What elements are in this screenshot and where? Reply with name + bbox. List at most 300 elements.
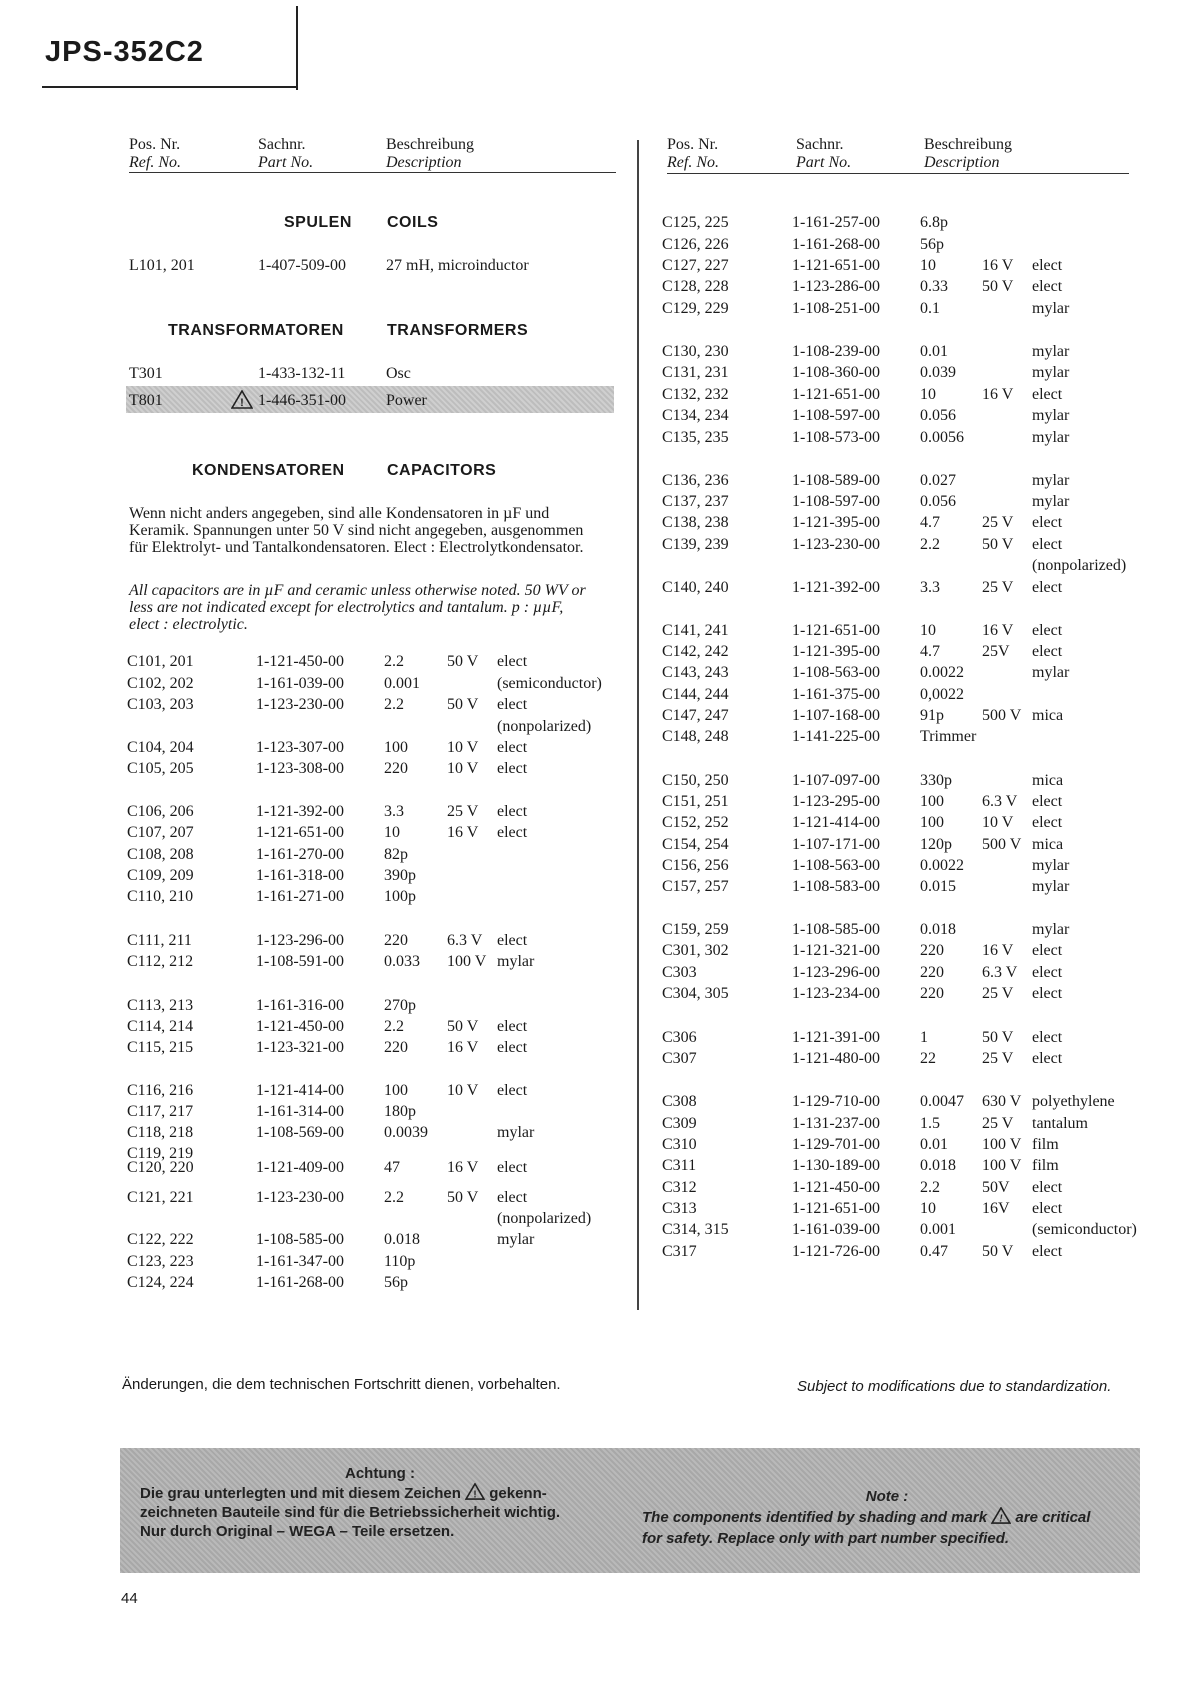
voltage: 10 V — [982, 814, 1014, 831]
part-no: 1-123-230-00 — [256, 1189, 344, 1206]
ref-no: T301 — [129, 365, 163, 382]
part-no: 1-161-268-00 — [792, 236, 880, 253]
type: mica — [1032, 707, 1064, 724]
note-de-line1b: gekenn- — [489, 1485, 547, 1502]
value: 1 — [920, 1029, 928, 1046]
part-no: 1-161-318-00 — [256, 867, 344, 884]
part-no: 1-108-597-00 — [792, 493, 880, 510]
part-no: 1-121-651-00 — [792, 257, 880, 274]
ref-no: C118, 218 — [127, 1124, 194, 1141]
voltage: 6.3 V — [982, 964, 1018, 981]
capacitor-note-en: All capacitors are in µF and ceramic unless otherwise noted. 50 WV or less are not indicated except for electrolytics and tantalum. p : µµF, elect : electrolytic. — [129, 582, 586, 633]
ref-no: C113, 213 — [127, 997, 194, 1014]
ref-no: C152, 252 — [662, 814, 729, 831]
header-part-en: Part No. — [258, 154, 314, 171]
ref-no: C115, 215 — [127, 1039, 194, 1056]
value: 220 — [384, 1039, 408, 1056]
ref-no: C157, 257 — [662, 878, 729, 895]
voltage: 10 V — [447, 1082, 479, 1099]
type: film — [1032, 1157, 1059, 1174]
voltage: 50 V — [982, 278, 1014, 295]
ref-no: C130, 230 — [662, 343, 729, 360]
value: 100 — [920, 793, 944, 810]
type: elect — [497, 803, 528, 820]
type: elect — [497, 1018, 528, 1035]
value: 0.0022 — [920, 664, 964, 681]
ref-no: C104, 204 — [127, 739, 194, 756]
type: polyethylene — [1032, 1093, 1115, 1110]
note-de-line2: zeichneten Bauteile sind für die Betriebssicherheit wichtig. — [140, 1504, 561, 1521]
type: elect — [497, 739, 528, 756]
capacitor-note-de: Wenn nicht anders angegeben, sind alle Kondensatoren in µF und Keramik. Spannungen unter 50 V sind nicht angegeben, ausgenommen für Elektrolyt- und Tantalkondensatoren. Elect : Electrolytkondensator. — [129, 505, 584, 556]
voltage: 16 V — [982, 622, 1014, 639]
voltage: 25V — [982, 643, 1010, 660]
part-no: 1-121-726-00 — [792, 1243, 880, 1260]
voltage: 50 V — [447, 696, 479, 713]
warning-triangle-icon — [465, 1483, 485, 1503]
ref-no: C128, 228 — [662, 278, 729, 295]
voltage: 25 V — [982, 1050, 1014, 1067]
voltage: 25 V — [982, 1115, 1014, 1132]
ref-no: C137, 237 — [662, 493, 729, 510]
value: 100 — [920, 814, 944, 831]
part-no: 1-123-321-00 — [256, 1039, 344, 1056]
type: (nonpolarized) — [1032, 557, 1127, 574]
ref-no: C159, 259 — [662, 921, 729, 938]
part-no: 1-108-563-00 — [792, 664, 880, 681]
type: elect — [497, 760, 528, 777]
value: 82p — [384, 846, 408, 863]
safety-note-de — [140, 1464, 620, 1541]
header-part-right — [796, 136, 851, 172]
type: elect — [1032, 793, 1063, 810]
voltage: 16 V — [447, 1159, 479, 1176]
part-no: 1-108-591-00 — [256, 953, 344, 970]
part-no: 1-108-251-00 — [792, 300, 880, 317]
part-no: 1-123-296-00 — [792, 964, 880, 981]
type: elect — [497, 1039, 528, 1056]
ref-no: C126, 226 — [662, 236, 729, 253]
column-divider — [637, 140, 639, 1310]
type: elect — [1032, 1050, 1063, 1067]
description: Osc — [386, 365, 411, 382]
value: 0.47 — [920, 1243, 948, 1260]
value: 2.2 — [384, 696, 404, 713]
header-desc-de: Beschreibung — [386, 136, 474, 153]
part-no: 1-123-230-00 — [256, 696, 344, 713]
part-no: 1-161-347-00 — [256, 1253, 344, 1270]
part-no: 1-433-132-11 — [258, 365, 346, 382]
ref-no: C312 — [662, 1179, 697, 1196]
value: 10 — [384, 824, 400, 841]
value: 91p — [920, 707, 944, 724]
part-no: 1-131-237-00 — [792, 1115, 880, 1132]
model-title: JPS-352C2 — [45, 36, 204, 68]
voltage: 6.3 V — [982, 793, 1018, 810]
value: 2.2 — [384, 653, 404, 670]
ref-no: C156, 256 — [662, 857, 729, 874]
voltage: 25 V — [447, 803, 479, 820]
note-de-line3: Nur durch Original – WEGA – Teile ersetzen. — [140, 1523, 455, 1540]
section-transformers-de: TRANSFORMATOREN — [168, 322, 344, 339]
value: 0,0022 — [920, 686, 964, 703]
part-no: 1-161-314-00 — [256, 1103, 344, 1120]
value: 0.01 — [920, 343, 948, 360]
value: 0.027 — [920, 472, 956, 489]
part-no: 1-161-375-00 — [792, 686, 880, 703]
part-no: 1-161-271-00 — [256, 888, 344, 905]
voltage: 630 V — [982, 1093, 1022, 1110]
description: Power — [386, 392, 427, 409]
ref-no: C124, 224 — [127, 1274, 194, 1291]
ref-no: C114, 214 — [127, 1018, 194, 1035]
part-no: 1-108-597-00 — [792, 407, 880, 424]
ref-no: C112, 212 — [127, 953, 194, 970]
type: mica — [1032, 836, 1064, 853]
header-rule-left — [129, 172, 616, 173]
ref-no: C103, 203 — [127, 696, 194, 713]
voltage: 50 V — [447, 653, 479, 670]
value: 2.2 — [384, 1189, 404, 1206]
voltage: 50 V — [982, 536, 1014, 553]
ref-no: C111, 211 — [127, 932, 192, 949]
part-no: 1-123-296-00 — [256, 932, 344, 949]
ref-no: C301, 302 — [662, 942, 729, 959]
type: elect — [1032, 985, 1063, 1002]
ref-no: C139, 239 — [662, 536, 729, 553]
value: 6.8p — [920, 214, 948, 231]
footer-note-de: Änderungen, die dem technischen Fortschritt dienen, vorbehalten. — [122, 1376, 561, 1393]
value: 10 — [920, 622, 936, 639]
type: film — [1032, 1136, 1059, 1153]
type: elect — [1032, 942, 1063, 959]
ref-no: C116, 216 — [127, 1082, 194, 1099]
part-no: 1-123-234-00 — [792, 985, 880, 1002]
svg-text:!: ! — [999, 1513, 1003, 1524]
header-part — [258, 136, 313, 172]
part-no: 1-161-257-00 — [792, 214, 880, 231]
section-transformers-en: TRANSFORMERS — [387, 322, 529, 339]
ref-no: T801 — [129, 392, 163, 409]
part-no: 1-108-239-00 — [792, 343, 880, 360]
ref-no: C135, 235 — [662, 429, 729, 446]
voltage: 25 V — [982, 985, 1014, 1002]
type: elect — [1032, 386, 1063, 403]
value: 220 — [920, 964, 944, 981]
value: 0.039 — [920, 364, 956, 381]
ref-no: C134, 234 — [662, 407, 729, 424]
type: elect — [1032, 579, 1063, 596]
value: 0.056 — [920, 493, 956, 510]
voltage: 50 V — [447, 1189, 479, 1206]
part-no: 1-121-651-00 — [256, 824, 344, 841]
section-capacitors-de: KONDENSATOREN — [192, 462, 345, 479]
warning-triangle-icon — [991, 1507, 1011, 1528]
value: 180p — [384, 1103, 416, 1120]
ref-no: C119, 219 — [127, 1145, 194, 1162]
value: 110p — [384, 1253, 416, 1270]
value: 2.2 — [920, 536, 940, 553]
ref-no: C314, 315 — [662, 1221, 729, 1238]
header-pos-de: Pos. Nr. — [667, 136, 719, 153]
ref-no: C101, 201 — [127, 653, 194, 670]
part-no: 1-108-573-00 — [792, 429, 880, 446]
type: elect — [1032, 514, 1063, 531]
part-no: 1-446-351-00 — [258, 392, 346, 409]
ref-no: C117, 217 — [127, 1103, 194, 1120]
value: 220 — [920, 985, 944, 1002]
type: elect — [1032, 622, 1063, 639]
type: mylar — [1032, 300, 1070, 317]
type: mylar — [1032, 857, 1070, 874]
value: 0.0047 — [920, 1093, 964, 1110]
header-desc-en: Description — [924, 154, 1000, 171]
value: 0.0056 — [920, 429, 964, 446]
ref-no: C307 — [662, 1050, 697, 1067]
header-pos-de: Pos. Nr. — [129, 136, 181, 153]
ref-no: C311 — [662, 1157, 697, 1174]
note-en-title: Note : — [865, 1488, 909, 1505]
voltage: 500 V — [982, 707, 1022, 724]
footer-note-en: Subject to modifications due to standardization. — [797, 1378, 1112, 1395]
type: mylar — [1032, 878, 1070, 895]
value: 330p — [920, 772, 952, 789]
type: mylar — [1032, 343, 1070, 360]
value: 120p — [920, 836, 952, 853]
voltage: 25 V — [982, 579, 1014, 596]
note-en-line1: The components identified by shading and mark — [642, 1509, 988, 1526]
ref-no: C105, 205 — [127, 760, 194, 777]
header-part-de: Sachnr. — [258, 136, 306, 153]
type: mylar — [1032, 493, 1070, 510]
part-no: 1-121-395-00 — [792, 514, 880, 531]
value: 4.7 — [920, 514, 940, 531]
part-no: 1-108-563-00 — [792, 857, 880, 874]
header-pos-en: Ref. No. — [667, 154, 719, 171]
part-no: 1-108-585-00 — [792, 921, 880, 938]
ref-no: C127, 227 — [662, 257, 729, 274]
type: mylar — [1032, 664, 1070, 681]
voltage: 50 V — [982, 1029, 1014, 1046]
type: mylar — [1032, 364, 1070, 381]
ref-no: C110, 210 — [127, 888, 194, 905]
value: 1.5 — [920, 1115, 940, 1132]
type: elect — [1032, 257, 1063, 274]
part-no: 1-121-414-00 — [792, 814, 880, 831]
ref-no: C147, 247 — [662, 707, 729, 724]
part-no: 1-107-097-00 — [792, 772, 880, 789]
ref-no: C141, 241 — [662, 622, 729, 639]
type: (semiconductor) — [1032, 1221, 1137, 1238]
value: 0.018 — [920, 921, 956, 938]
ref-no: C107, 207 — [127, 824, 194, 841]
type: mylar — [497, 1124, 535, 1141]
ref-no: C138, 238 — [662, 514, 729, 531]
type: (semiconductor) — [497, 675, 602, 692]
safety-shading — [126, 386, 614, 413]
part-no: 1-121-480-00 — [792, 1050, 880, 1067]
voltage: 16 V — [447, 824, 479, 841]
ref-no: C108, 208 — [127, 846, 194, 863]
voltage: 50V — [982, 1179, 1010, 1196]
header-pos-right — [667, 136, 719, 172]
note-en-line2: for safety. Replace only with part number specified. — [642, 1530, 1010, 1547]
type: elect — [497, 1159, 528, 1176]
header-desc-de: Beschreibung — [924, 136, 1012, 153]
value: 0.015 — [920, 878, 956, 895]
part-no: 1-121-409-00 — [256, 1159, 344, 1176]
value: 4.7 — [920, 643, 940, 660]
part-no: 1-161-039-00 — [792, 1221, 880, 1238]
ref-no: C123, 223 — [127, 1253, 194, 1270]
ref-no: C140, 240 — [662, 579, 729, 596]
type: elect — [1032, 1243, 1063, 1260]
ref-no: C308 — [662, 1093, 697, 1110]
ref-no: C317 — [662, 1243, 697, 1260]
part-no: 1-123-308-00 — [256, 760, 344, 777]
part-no: 1-130-189-00 — [792, 1157, 880, 1174]
warning-triangle-icon — [231, 390, 253, 415]
ref-no: C120, 220 — [127, 1159, 194, 1176]
value: 2.2 — [920, 1179, 940, 1196]
value: 0.001 — [920, 1221, 956, 1238]
part-no: 1-129-701-00 — [792, 1136, 880, 1153]
voltage: 500 V — [982, 836, 1022, 853]
value: 3.3 — [384, 803, 404, 820]
part-no: 1-123-307-00 — [256, 739, 344, 756]
value: 220 — [384, 932, 408, 949]
ref-no: C129, 229 — [662, 300, 729, 317]
ref-no: C313 — [662, 1200, 697, 1217]
ref-no: C154, 254 — [662, 836, 729, 853]
value: 0.0039 — [384, 1124, 428, 1141]
header-part-de: Sachnr. — [796, 136, 844, 153]
part-no: 1-161-316-00 — [256, 997, 344, 1014]
type: elect — [1032, 643, 1063, 660]
voltage: 10 V — [447, 760, 479, 777]
section-coils-de: SPULEN — [284, 214, 352, 231]
value: 0.056 — [920, 407, 956, 424]
ref-no: C150, 250 — [662, 772, 729, 789]
ref-no: C121, 221 — [127, 1189, 194, 1206]
part-no: 1-108-569-00 — [256, 1124, 344, 1141]
part-no: 1-121-392-00 — [792, 579, 880, 596]
part-no: 1-129-710-00 — [792, 1093, 880, 1110]
voltage: 50 V — [982, 1243, 1014, 1260]
type: elect — [1032, 964, 1063, 981]
type: elect — [497, 696, 528, 713]
value: 220 — [384, 760, 408, 777]
ref-no: L101, 201 — [129, 257, 195, 274]
value: 10 — [920, 257, 936, 274]
header-rule-right — [667, 173, 1129, 174]
svg-text:!: ! — [240, 397, 244, 409]
safety-note-en — [642, 1486, 1132, 1549]
voltage: 100 V — [982, 1157, 1022, 1174]
voltage: 50 V — [447, 1018, 479, 1035]
value: 0.01 — [920, 1136, 948, 1153]
part-no: 1-121-414-00 — [256, 1082, 344, 1099]
svg-text:!: ! — [473, 1489, 477, 1500]
value: 100 — [384, 1082, 408, 1099]
ref-no: C151, 251 — [662, 793, 729, 810]
part-no: 1-161-039-00 — [256, 675, 344, 692]
voltage: 10 V — [447, 739, 479, 756]
voltage: 16 V — [982, 386, 1014, 403]
type: elect — [497, 824, 528, 841]
part-no: 1-121-651-00 — [792, 1200, 880, 1217]
ref-no: C136, 236 — [662, 472, 729, 489]
header-part-en: Part No. — [796, 154, 852, 171]
part-no: 1-121-392-00 — [256, 803, 344, 820]
value: 220 — [920, 942, 944, 959]
part-no: 1-107-171-00 — [792, 836, 880, 853]
header-pos — [129, 136, 181, 172]
title-divider — [296, 6, 298, 90]
type: (nonpolarized) — [497, 1210, 592, 1227]
title-underline — [42, 86, 298, 88]
ref-no: C132, 232 — [662, 386, 729, 403]
part-no: 1-123-295-00 — [792, 793, 880, 810]
type: mylar — [1032, 472, 1070, 489]
voltage: 6.3 V — [447, 932, 483, 949]
value: 390p — [384, 867, 416, 884]
type: elect — [1032, 536, 1063, 553]
voltage: 100 V — [982, 1136, 1022, 1153]
part-no: 1-123-286-00 — [792, 278, 880, 295]
ref-no: C109, 209 — [127, 867, 194, 884]
part-no: 1-121-651-00 — [792, 386, 880, 403]
ref-no: C144, 244 — [662, 686, 729, 703]
part-no: 1-161-268-00 — [256, 1274, 344, 1291]
part-no: 1-121-391-00 — [792, 1029, 880, 1046]
type: mylar — [497, 1231, 535, 1248]
value: 10 — [920, 1200, 936, 1217]
value: 2.2 — [384, 1018, 404, 1035]
value: 22 — [920, 1050, 936, 1067]
ref-no: C143, 243 — [662, 664, 729, 681]
voltage: 16 V — [982, 942, 1014, 959]
part-no: 1-108-360-00 — [792, 364, 880, 381]
note-en-line1b: are critical — [1015, 1509, 1091, 1526]
type: elect — [497, 653, 528, 670]
ref-no: C125, 225 — [662, 214, 729, 231]
part-no: 1-141-225-00 — [792, 728, 880, 745]
part-no: 1-123-230-00 — [792, 536, 880, 553]
note-de-title: Achtung : — [345, 1465, 415, 1482]
section-capacitors-en: CAPACITORS — [387, 462, 497, 479]
value: 0.001 — [384, 675, 420, 692]
type: elect — [1032, 1029, 1063, 1046]
voltage: 25 V — [982, 514, 1014, 531]
ref-no: C148, 248 — [662, 728, 729, 745]
ref-no: C304, 305 — [662, 985, 729, 1002]
type: mylar — [1032, 429, 1070, 446]
value: 0.018 — [920, 1157, 956, 1174]
ref-no: C310 — [662, 1136, 697, 1153]
voltage: 16V — [982, 1200, 1010, 1217]
type: elect — [1032, 1179, 1063, 1196]
part-no: 1-121-450-00 — [256, 1018, 344, 1035]
header-desc — [386, 136, 474, 172]
value: 100p — [384, 888, 416, 905]
type: mylar — [497, 953, 535, 970]
header-desc-en: Description — [386, 154, 462, 171]
part-no: 1-108-589-00 — [792, 472, 880, 489]
section-coils-en: COILS — [387, 214, 439, 231]
type: (nonpolarized) — [497, 718, 592, 735]
part-no: 1-121-395-00 — [792, 643, 880, 660]
